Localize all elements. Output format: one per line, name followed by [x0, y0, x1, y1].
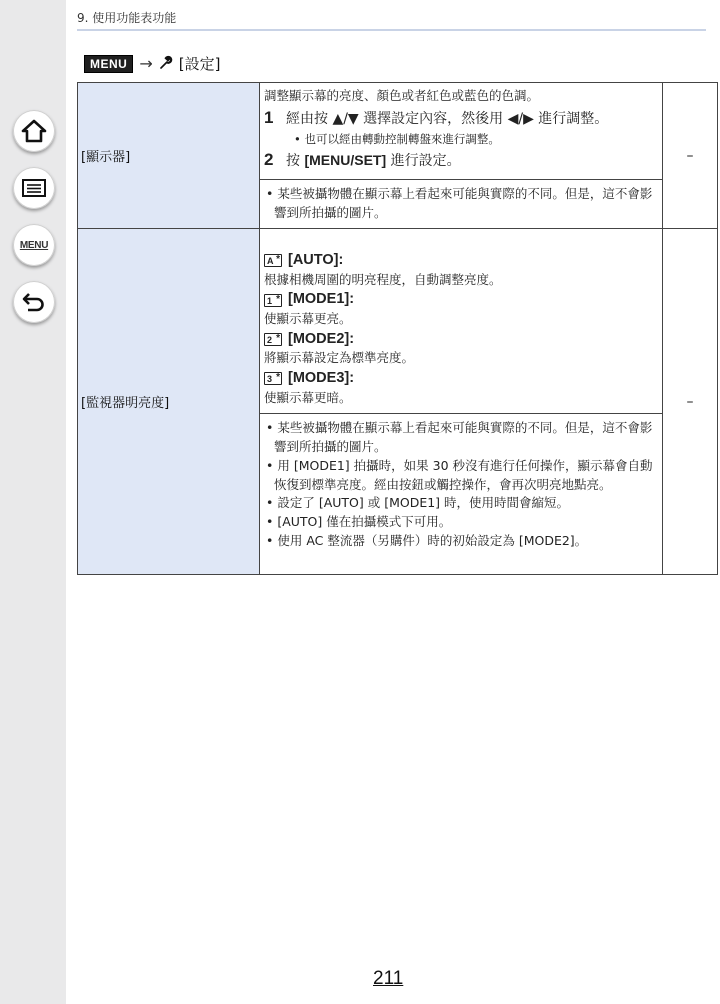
mode-description: 將顯示幕設定為標準亮度。 — [264, 350, 415, 366]
cell-divider — [260, 179, 662, 180]
mode-description: 根據相機周圍的明亮程度，自動調整亮度。 — [264, 271, 502, 287]
contents-button[interactable] — [13, 167, 55, 209]
default-value: – — [663, 229, 718, 575]
step-number: 1 — [264, 108, 274, 128]
note-item: • 某些被攝物體在顯示幕上看起來可能與實際的不同。但是，這不會影響到所拍攝的圖片。 — [266, 185, 653, 220]
breadcrumb — [84, 53, 220, 74]
table-row — [78, 229, 718, 575]
section-header: 9. 使用功能表功能 — [77, 11, 177, 25]
step-1 — [264, 105, 657, 131]
page-number: 211 — [373, 968, 404, 989]
default-value: – — [663, 83, 718, 229]
step-prefix: 按 — [286, 153, 300, 170]
back-button[interactable] — [13, 281, 55, 323]
home-icon — [21, 119, 47, 143]
table-row — [78, 83, 718, 229]
step-2 — [264, 147, 657, 173]
setting-description — [260, 229, 663, 575]
setting-label: [監視器明亮度] — [78, 229, 260, 575]
cell-divider — [260, 413, 662, 414]
mode-description: 使顯示幕更亮。 — [264, 310, 352, 326]
mode2-brightness-icon: 2 * — [264, 333, 282, 346]
step-subnote: • 也可以經由轉動控制轉盤來進行調整。 — [294, 131, 500, 146]
mode-description: 使顯示幕更暗。 — [264, 389, 352, 405]
note-item: • [AUTO] 僅在拍攝模式下可用。 — [266, 514, 452, 530]
description-intro: 調整顯示幕的亮度、顏色或者紅色或藍色的色調。 — [264, 88, 540, 103]
header-divider — [77, 29, 706, 31]
step-key: [MENU/SET] — [304, 152, 387, 169]
setting-label: [顯示器] — [78, 83, 260, 229]
breadcrumb-title: [設定] — [178, 55, 221, 73]
auto-brightness-icon: A * — [264, 254, 282, 267]
mode3-brightness-icon: 3 * — [264, 372, 282, 385]
menu-tag: MENU — [84, 55, 133, 73]
setting-description — [260, 83, 663, 229]
note-item: • 使用 AC 整流器（另購件）時的初始設定為 [MODE2]。 — [266, 532, 588, 548]
mode-auto-title: A * [AUTO]: — [264, 251, 657, 271]
back-arrow-icon — [22, 291, 46, 313]
home-button[interactable] — [13, 110, 55, 152]
mode-2-title: 2 * [MODE2]: — [264, 330, 657, 350]
mode-1-title: 1 * [MODE1]: — [264, 290, 657, 310]
note-item: • 某些被攝物體在顯示幕上看起來可能與實際的不同。但是，這不會影響到所拍攝的圖片。 — [266, 420, 653, 455]
note-item: • 用 [MODE1] 拍攝時，如果 30 秒沒有進行任何操作，顯示幕會自動恢復到標準亮度。經由按鈕或觸控操作，會再次明亮地點亮。 — [266, 457, 653, 492]
settings-table — [77, 82, 718, 575]
menu-button-label: MENU — [19, 239, 49, 251]
step-text: 經由按 ▲/▼ 選擇設定內容，然後用 ◀/▶ 進行調整。 — [286, 111, 609, 128]
note-item: • 設定了 [AUTO] 或 [MODE1] 時，使用時間會縮短。 — [266, 495, 570, 511]
breadcrumb-arrow: → — [139, 54, 153, 73]
mode1-brightness-icon: 1 * — [264, 294, 282, 307]
menu-button[interactable] — [13, 224, 55, 266]
step-suffix: 進行設定。 — [390, 153, 461, 170]
sidebar — [0, 0, 66, 1004]
list-icon — [22, 179, 46, 197]
wrench-icon — [159, 55, 173, 73]
mode-3-title: 3 * [MODE3]: — [264, 369, 657, 389]
step-number: 2 — [264, 150, 274, 170]
